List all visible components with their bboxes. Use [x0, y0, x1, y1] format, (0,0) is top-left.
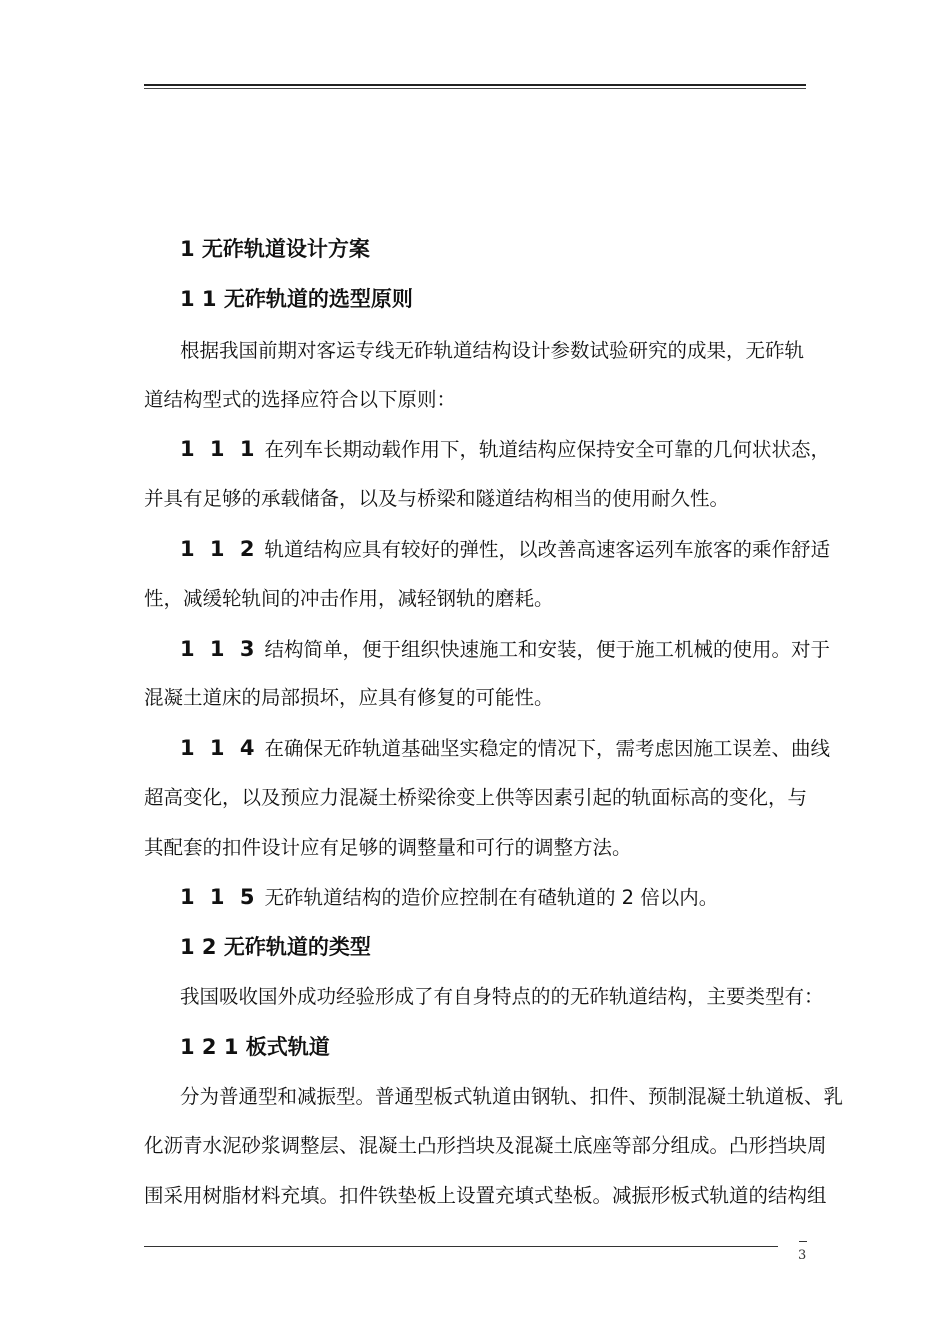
item-number: 1 1 3	[180, 637, 259, 661]
item-number: 1 1 1	[180, 437, 259, 461]
footer-rule	[144, 1246, 778, 1247]
item-1-1-2	[180, 536, 830, 563]
section-1-2-title: 1 2 无砟轨道的类型	[180, 935, 371, 959]
item-1-1-4-line2: 超高变化，以及预应力混凝土桥梁徐变上供等因素引起的轨面标高的变化，与	[144, 786, 808, 809]
section-1-1-intro-line2: 道结构型式的选择应符合以下原则：	[144, 388, 457, 411]
item-number: 1 1 4	[180, 736, 259, 760]
section-1-2-intro: 我国吸收国外成功经验形成了有自身特点的的无砟轨道结构，主要类型有：	[180, 985, 824, 1008]
section-1-2-1-title: 1 2 1 板式轨道	[180, 1035, 330, 1059]
item-number: 1 1 2	[180, 537, 259, 561]
section-1-1-intro-line1: 根据我国前期对客运专线无砟轨道结构设计参数试验研究的成果，无砟轨	[180, 339, 805, 362]
item-1-1-4-line3: 其配套的扣件设计应有足够的调整量和可行的调整方法。	[144, 836, 632, 859]
section-1-2-1-line2: 化沥青水泥砂浆调整层、混凝土凸形挡块及混凝土底座等部分组成。凸形挡块周	[144, 1134, 827, 1157]
item-text: 结构简单，便于组织快速施工和安装，便于施工机械的使用。对于	[264, 638, 830, 661]
item-1-1-3	[180, 636, 830, 663]
item-text: 轨道结构应具有较好的弹性，以改善高速客运列车旅客的乘作舒适	[264, 538, 830, 561]
section-1-title: 1 无砟轨道设计方案	[180, 237, 370, 261]
header-rule-thin	[144, 88, 806, 89]
section-1-2-1-line1: 分为普通型和减振型。普通型板式轨道由钢轨、扣件、预制混凝土轨道板、乳	[180, 1085, 844, 1108]
item-1-1-3-line2: 混凝土道床的局部损坏，应具有修复的可能性。	[144, 686, 554, 709]
item-number: 1 1 5	[180, 885, 259, 909]
section-1-2-1-line3: 围采用树脂材料充填。扣件铁垫板上设置充填式垫板。减振形板式轨道的结构组	[144, 1184, 827, 1207]
item-1-1-1-line2: 并具有足够的承载储备，以及与桥梁和隧道结构相当的使用耐久性。	[144, 487, 730, 510]
section-1-1-title: 1 1 无砟轨道的选型原则	[180, 287, 413, 311]
item-text: 在列车长期动载作用下，轨道结构应保持安全可靠的几何状状态，	[264, 438, 830, 461]
item-text: 在确保无砟轨道基础坚实稳定的情况下，需考虑因施工误差、曲线	[264, 737, 830, 760]
item-1-1-5	[180, 884, 808, 911]
item-text: 无砟轨道结构的造价应控制在有碴轨道的 2 倍以内。	[264, 886, 719, 909]
page-number: 3	[798, 1248, 807, 1263]
item-1-1-1	[180, 436, 830, 463]
item-1-1-2-line2: 性，减缓轮轨间的冲击作用，减轻钢轨的磨耗。	[144, 587, 554, 610]
item-1-1-4	[180, 735, 830, 762]
header-rule-thick	[144, 84, 806, 86]
page-number-mark	[799, 1241, 807, 1242]
